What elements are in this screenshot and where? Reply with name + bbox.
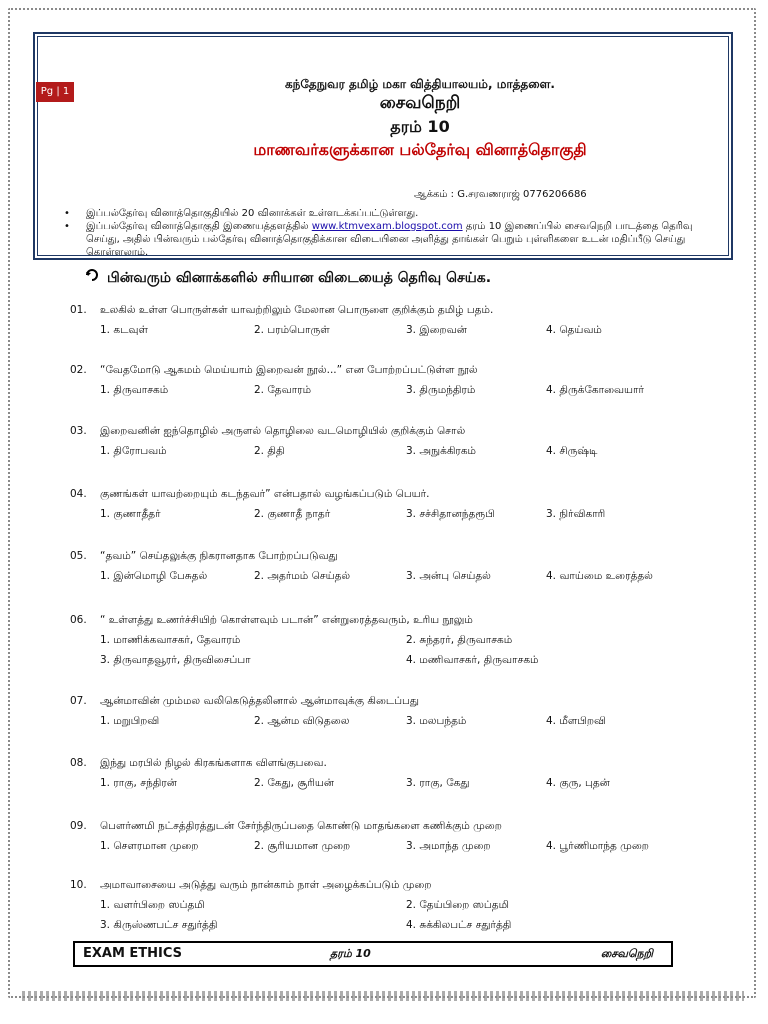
answer-option[interactable]: 3. ராகு, கேது bbox=[406, 777, 470, 789]
answer-option[interactable]: 3. மலபந்தம் bbox=[406, 715, 467, 727]
answer-option[interactable]: 3. அன்பு செய்தல் bbox=[406, 570, 491, 582]
footer-exam-label: EXAM ETHICS bbox=[83, 946, 183, 961]
footer-grade: தரம் 10 bbox=[330, 947, 371, 960]
question-number: 06. bbox=[70, 614, 87, 626]
info-bullets bbox=[64, 207, 724, 259]
answer-option[interactable]: 1. கடவுள் bbox=[100, 324, 148, 336]
question-text: பௌர்ணமி நட்சத்திரத்துடன் சேர்ந்திருப்பதை கொண்டு மாதங்களை கணிக்கும் முறை bbox=[100, 820, 502, 832]
answer-option[interactable]: 1. குணாதீதர் bbox=[100, 508, 161, 520]
bottom-border-decoration bbox=[22, 991, 744, 1001]
question-number: 03. bbox=[70, 425, 87, 437]
answer-option[interactable]: 2. ஆன்ம விடுதலை bbox=[254, 715, 350, 727]
question-number: 09. bbox=[70, 820, 87, 832]
answer-option[interactable]: 3. அமாந்த முறை bbox=[406, 840, 491, 852]
answer-option[interactable]: 2. தேய்பிறை ஸப்தமி bbox=[406, 899, 509, 911]
school-name: கந்தேநுவர தமிழ் மகா வித்தியாலயம், மாத்தளை. bbox=[285, 77, 555, 91]
answer-option[interactable]: 2. தேவாரம் bbox=[254, 384, 312, 396]
answer-option[interactable]: 2. பரம்பொருள் bbox=[254, 324, 330, 336]
bullet-item: • இப்பல்தேர்வு வினாத்தொகுதியில் 20 வினாக்கள் உள்ளடக்கப்பட்டுள்ளது. bbox=[64, 207, 724, 220]
answer-option[interactable]: 1. சௌரமான முறை bbox=[100, 840, 199, 852]
answer-option[interactable]: 2. குணாதீ நாதர் bbox=[254, 508, 331, 520]
answer-option[interactable]: 3. நிர்விகாரி bbox=[546, 508, 606, 520]
question-text: “வேதமோடு ஆகமம் மெய்யாம் இறைவன் நூல்...” என போற்றப்பட்டுள்ள நூல் bbox=[100, 364, 478, 376]
answer-option[interactable]: 1. மறுபிறவி bbox=[100, 715, 160, 727]
question-number: 07. bbox=[70, 695, 87, 707]
grade-title: தரம் 10 bbox=[390, 117, 450, 136]
answer-option[interactable]: 1. இன்மொழி பேசுதல் bbox=[100, 570, 208, 582]
answer-option[interactable]: 3. இறைவன் bbox=[406, 324, 467, 336]
question-text: இந்து மரபில் நிழல் கிரகங்களாக விளங்குபவை. bbox=[100, 757, 327, 769]
answer-option[interactable]: 1. ராகு, சந்திரன் bbox=[100, 777, 177, 789]
answer-option[interactable]: 2. சுந்தரர், திருவாசகம் bbox=[406, 634, 513, 646]
website-link[interactable]: www.ktmvexam.blogspot.com bbox=[311, 221, 463, 232]
question-text: குணங்கள் யாவற்றையும் கடந்தவர்” என்பதால் வழங்கப்படும் பெயர். bbox=[100, 488, 430, 500]
answer-option[interactable]: 4. பூர்ணிமாந்த முறை bbox=[546, 840, 649, 852]
answer-option[interactable]: 4. மீளபிறவி bbox=[546, 715, 606, 727]
question-number: 10. bbox=[70, 879, 87, 891]
footer-bar bbox=[73, 941, 673, 967]
question-number: 02. bbox=[70, 364, 87, 376]
answer-option[interactable]: 4. மணிவாசகர், திருவாசகம் bbox=[406, 654, 539, 666]
answer-option[interactable]: 3. கிருஸ்ணபட்ச சதுர்த்தி bbox=[100, 919, 218, 931]
question-text: உலகில் உள்ள பொருள்கள் யாவற்றிலும் மேலான பொருளை குறிக்கும் தமிழ் பதம். bbox=[100, 304, 494, 316]
question-text: “ உள்ளத்து உணர்ச்சியிற் கொள்ளவும் படான்” என்றுரைத்தவரும், உரிய நூலும் bbox=[100, 614, 473, 626]
answer-option[interactable]: 2. சூரியமான முறை bbox=[254, 840, 351, 852]
answer-option[interactable]: 4. குரு, புதன் bbox=[546, 777, 610, 789]
footer-subject: சைவநெறி bbox=[600, 947, 653, 960]
page-number-badge: Pg | 1 bbox=[36, 82, 74, 102]
answer-option[interactable]: 1. திரோபவம் bbox=[100, 445, 167, 457]
answer-option[interactable]: 4. சுக்கிலபட்ச சதுர்த்தி bbox=[406, 919, 512, 931]
answer-option[interactable]: 1. திருவாசகம் bbox=[100, 384, 169, 396]
answer-option[interactable]: 3. அநுக்கிரகம் bbox=[406, 445, 477, 457]
answer-option[interactable]: 1. வளர்பிறை ஸப்தமி bbox=[100, 899, 205, 911]
question-text: ஆன்மாவின் மும்மல வலிகெடுத்தலினால் ஆன்மாவுக்கு கிடைப்பது bbox=[100, 695, 419, 707]
booklet-title: மாணவர்களுக்கான பல்தேர்வு வினாத்தொகுதி bbox=[253, 140, 587, 159]
arrow-icon bbox=[85, 268, 101, 286]
answer-option[interactable]: 4. சிருஷ்டி bbox=[546, 445, 598, 457]
question-number: 08. bbox=[70, 757, 87, 769]
answer-option[interactable]: 4. திருக்கோவையார் bbox=[546, 384, 645, 396]
answer-option[interactable]: 4. தெய்வம் bbox=[546, 324, 602, 336]
question-text: அமாவாசையை அடுத்து வரும் நான்காம் நாள் அழைக்கப்படும் முறை bbox=[100, 879, 432, 891]
question-number: 01. bbox=[70, 304, 87, 316]
answer-option[interactable]: 2. அதர்மம் செய்தல் bbox=[254, 570, 351, 582]
answer-option[interactable]: 3. திருமந்திரம் bbox=[406, 384, 476, 396]
answer-option[interactable]: 3. சச்சிதானந்தரூபி bbox=[406, 508, 495, 520]
answer-option[interactable]: 1. மாணிக்கவாசகர், தேவாரம் bbox=[100, 634, 241, 646]
question-number: 04. bbox=[70, 488, 87, 500]
subject-title: சைவநெறி bbox=[379, 93, 461, 113]
answer-option[interactable]: 2. திதி bbox=[254, 445, 285, 457]
question-text: “தவம்” செய்தலுக்கு நிகரானதாக போற்றப்படுவது bbox=[100, 550, 338, 562]
answer-option[interactable]: 3. திருவாதவூரர், திருவிசைப்பா bbox=[100, 654, 251, 666]
author-line: ஆக்கம் : G.சரவணராஜ் 0776206686 bbox=[414, 189, 587, 200]
question-number: 05. bbox=[70, 550, 87, 562]
answer-option[interactable]: 4. வாய்மை உரைத்தல் bbox=[546, 570, 653, 582]
question-text: இறைவனின் ஐந்தொழில் அருளல் தொழிலை வடமொழியில் குறிக்கும் சொல் bbox=[100, 425, 466, 437]
answer-option[interactable]: 2. கேது, சூரியன் bbox=[254, 777, 335, 789]
instruction-heading: பின்வரும் வினாக்களில் சரியான விடையைத் தெரிவு செய்க. bbox=[85, 268, 491, 288]
bullet-item: • இப்பல்தேர்வு வினாத்தொகுதி இணையத்தளத்தில் www.ktmvexam.blogspot.com தரம் 10 இணைப்பில் சைவநெறி பாடத்தை தெரிவு செய்து, அதில் பின்வரும் பல்தேர்வு வினாத்தொகுதிக்கான விடையினை அளித்து தாங்கள் பெறும் புள்ளிகளை உடன் மதிப்பீடு செய்து கொள்ளலாம். bbox=[64, 220, 724, 259]
